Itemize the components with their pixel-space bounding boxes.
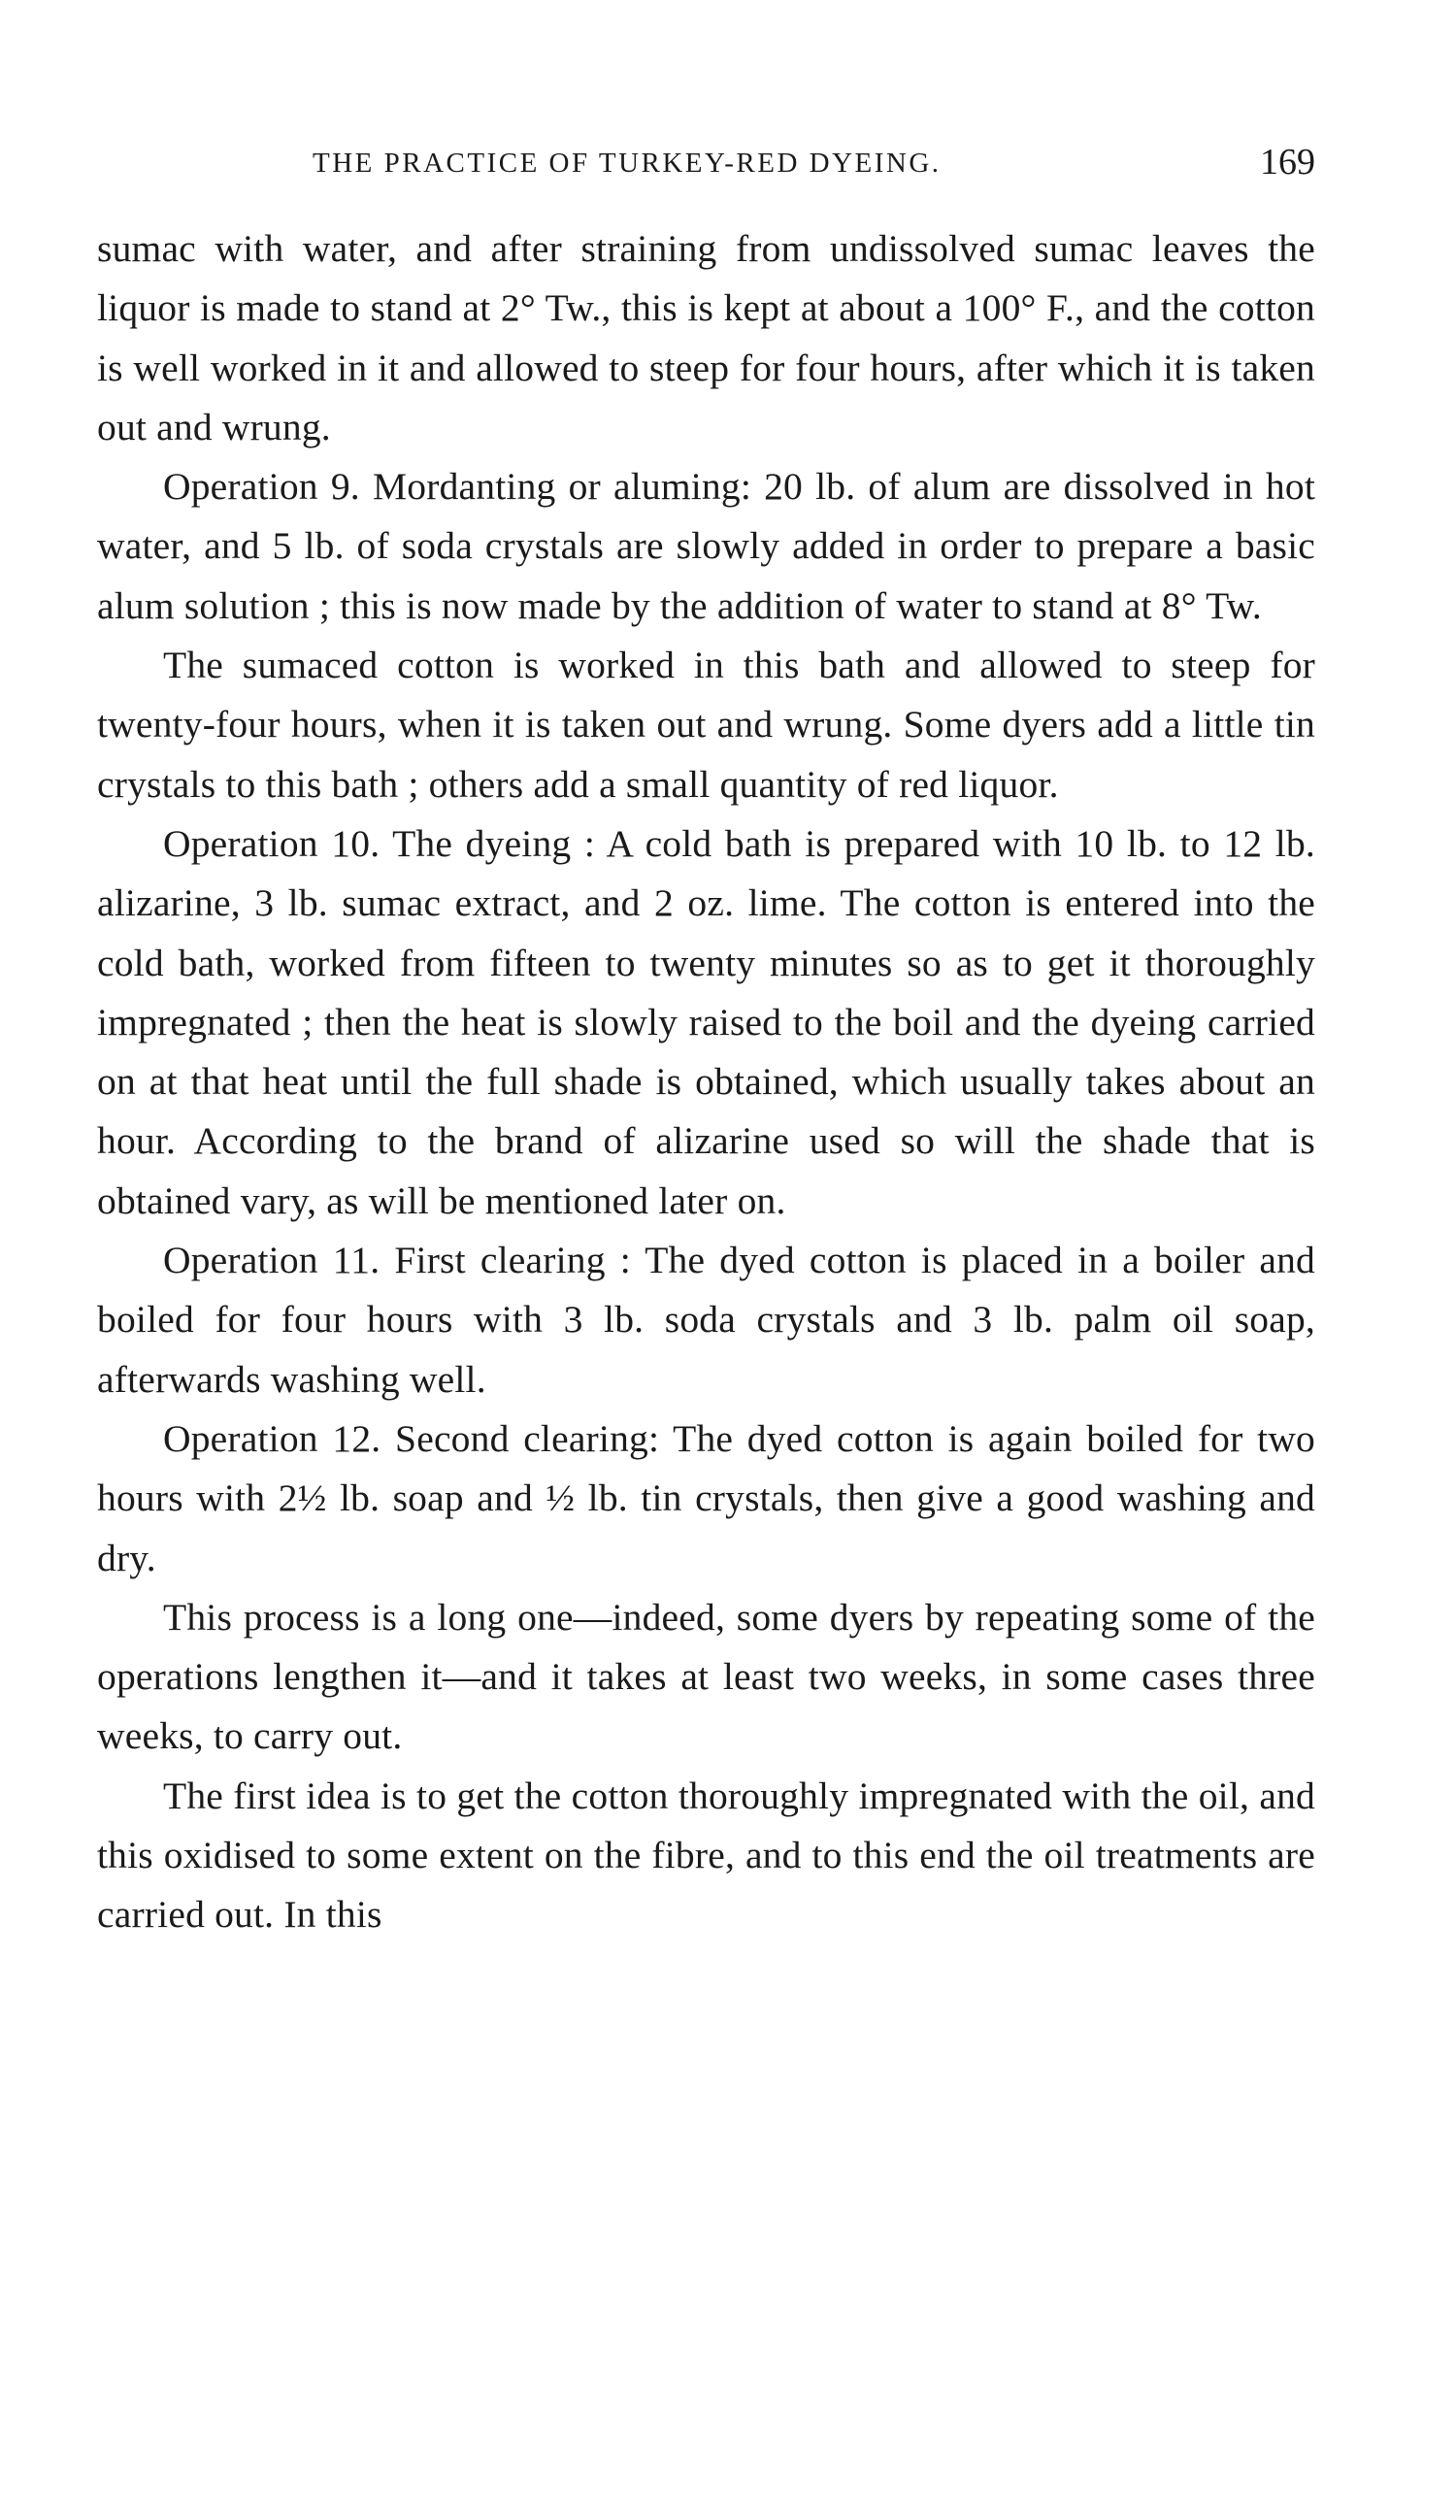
body-text	[97, 219, 1315, 1945]
paragraph-first-idea: The first idea is to get the cotton thoroughly impregnated with the oil, and this oxidised to some extent on the fibre, and to this end the oil treatments are carried out. In this	[97, 1774, 1315, 1937]
page-number: 169	[1260, 142, 1315, 182]
paragraph-sumaced-cotton: The sumaced cotton is worked in this bath and allowed to steep for twenty-four hours, when it is taken out and wrung. Some dyers add a little tin crystals to this bath ; others add a small quantity of red liquor.	[97, 644, 1315, 806]
bottom-margin	[0, 2481, 1456, 2520]
paragraph-operation-10: Operation 10. The dyeing : A cold bath is prepared with 10 lb. to 12 lb. alizarine, 3 lb. sumac extract, and 2 oz. lime. The cotton is entered into the cold bath, worked from fifteen to twenty minutes so as to get it thoroughly impregnated ; then the heat is slowly raised to the boil and the dyeing carried on at that heat until the full shade is obtained, which usually takes about an hour. According to the brand of alizarine used so will the shade that is obtained vary, as will be mentioned later on.	[97, 821, 1315, 1222]
paragraph-continuation: sumac with water, and after straining from undissolved sumac leaves the liquor is made to stand at 2° Tw., this is kept at about a 100° F., and the cotton is well worked in it and allowed to steep for four hours, after which it is taken out and wrung.	[97, 227, 1315, 448]
paragraph-operation-12: Operation 12. Second clearing: The dyed cotton is again boiled for two hours with 2½ lb. soap and ½ lb. tin crystals, then give a good washing and dry.	[97, 1416, 1315, 1579]
running-head	[97, 144, 1315, 192]
paragraph-process-length: This process is a long one—indeed, some dyers by repeating some of the operations lengthen it—and it takes at least two weeks, in some cases three weeks, to carry out.	[97, 1595, 1315, 1758]
paragraph-operation-9: Operation 9. Mordanting or aluming: 20 lb. of alum are dissolved in hot water, and 5 lb. of soda crystals are slowly added in order to prepare a basic alum solution ; this is now made by the addition of water to stand at 8° Tw.	[97, 465, 1315, 627]
paragraph-operation-11: Operation 11. First clearing : The dyed cotton is placed in a boiler and boiled for four hours with 3 lb. soda crystals and 3 lb. palm oil soap, afterwards washing well.	[97, 1239, 1315, 1401]
running-title: THE PRACTICE OF TURKEY-RED DYEING.	[313, 148, 942, 179]
